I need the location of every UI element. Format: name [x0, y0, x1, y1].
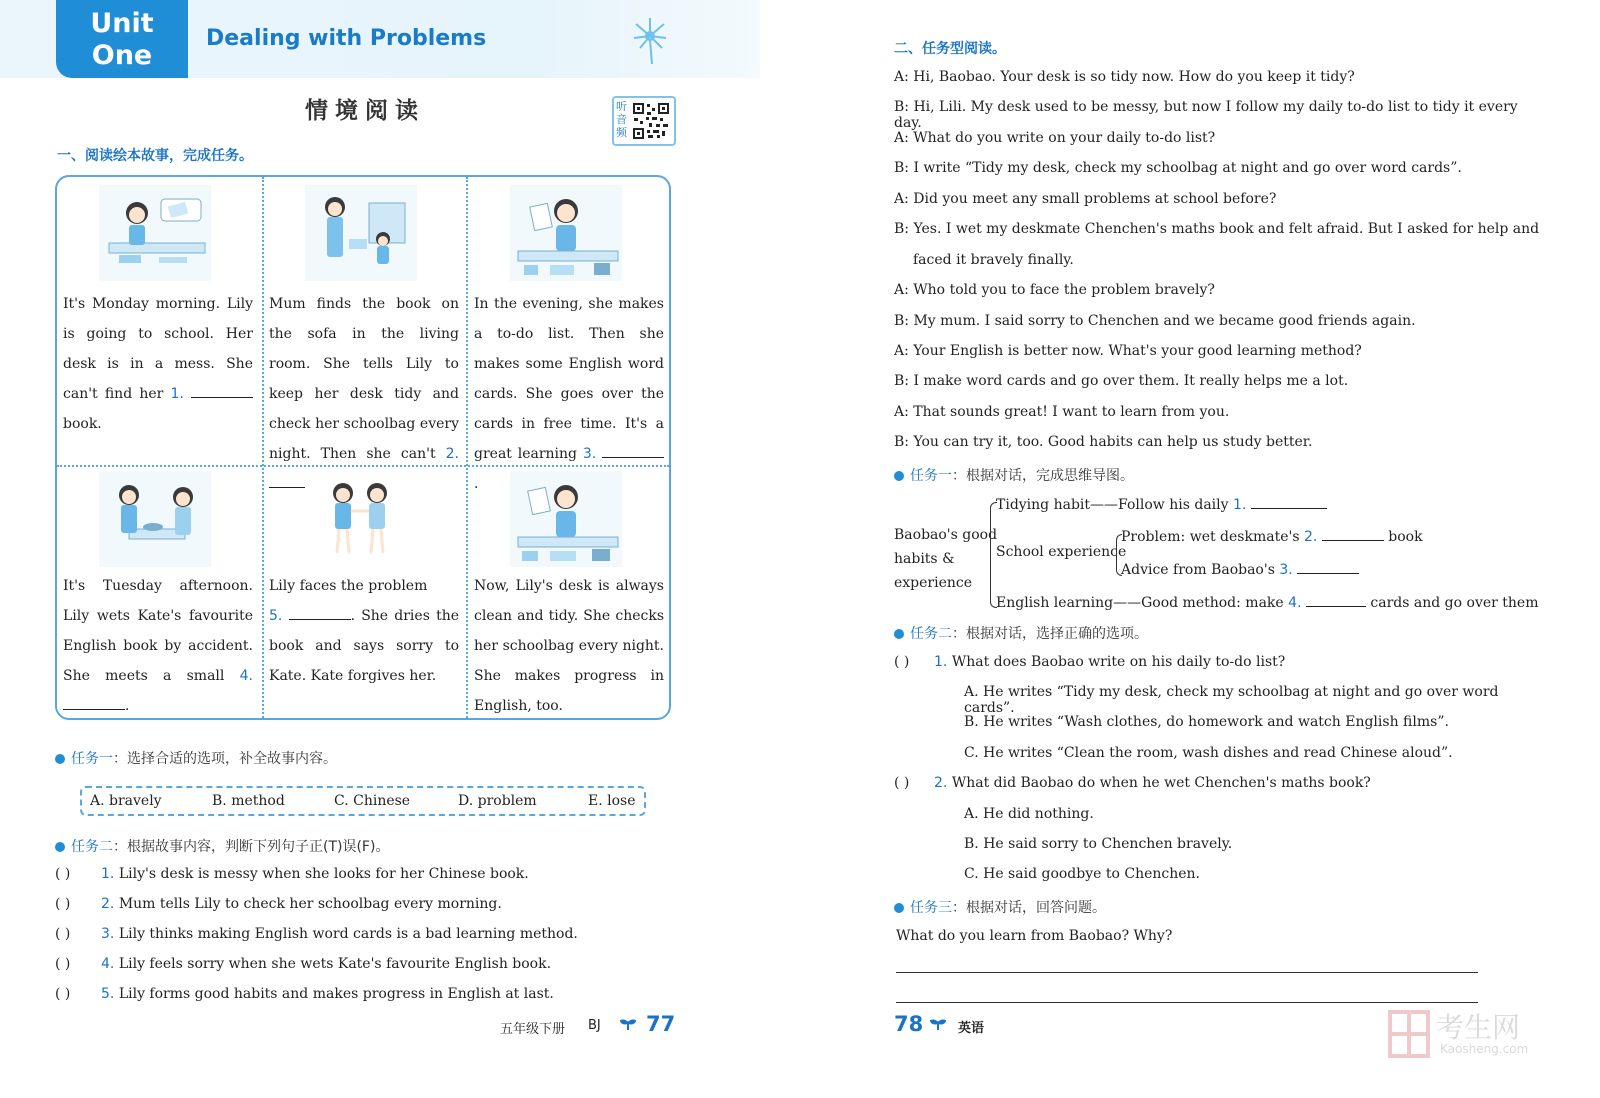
- branch-english: English learning——Good method: make 4. cards and go over them: [996, 592, 1538, 611]
- dialogue-line: B: Hi, Lili. My desk used to be messy, but now I follow my daily to-do list to tidy it every day.: [894, 99, 1518, 131]
- story-sentence: It's Monday morning. Lily is going to school. Her desk is in a mess. She can't find her: [63, 296, 253, 402]
- leaf-label: Good method: make: [1141, 595, 1289, 611]
- story-illustration: [510, 471, 622, 567]
- branch-label: Tidying habit: [996, 497, 1091, 513]
- story-sentence: Lily faces the problem: [269, 578, 428, 594]
- mc-option[interactable]: A. He writes “Tidy my desk, check my schoolbag at night and go over word cards”.: [964, 684, 1499, 716]
- blank-number: 3.: [1279, 562, 1293, 578]
- story-panel-3: [468, 177, 664, 492]
- answer-line[interactable]: [896, 972, 1478, 973]
- story-sentence-end: . She dries the book and says sorry to Kate. Kate forgives her.: [269, 608, 459, 684]
- story-illustration: [305, 471, 417, 567]
- task-instruction: ：根据对话，完成思维导图。: [952, 468, 1134, 484]
- task-name: 任务二: [910, 626, 952, 642]
- story-sentence: Now, Lily's desk is always clean and tidy. She checks her schoolbag every night. She makes progress in English, too.: [474, 578, 664, 714]
- mc-option[interactable]: C. He said goodbye to Chenchen.: [964, 866, 1201, 882]
- watermark-text: 考生网: [1436, 1011, 1521, 1044]
- answer-parens[interactable]: ( ): [55, 866, 71, 882]
- blank-number: 4.: [1288, 595, 1302, 611]
- task-name: 任务三: [910, 900, 952, 916]
- task-three-heading: [894, 897, 1106, 917]
- word-bank: [80, 786, 646, 816]
- leaf-label-end: cards and go over them: [1365, 595, 1539, 611]
- leaf-label: Advice from Baobao's: [1121, 562, 1280, 578]
- item-number: 1.: [101, 866, 115, 882]
- dialogue-line: A: Who told you to face the problem bravely?: [894, 282, 1215, 298]
- answer-blank[interactable]: [1322, 526, 1384, 541]
- answer-parens[interactable]: ( ): [55, 956, 71, 972]
- dialogue-line: B: My mum. I said sorry to Chenchen and we became good friends again.: [894, 313, 1416, 329]
- item-text: Lily forms good habits and makes progress in English at last.: [118, 986, 554, 1002]
- story-illustration: [305, 185, 417, 281]
- story-panel-2: [263, 177, 457, 465]
- bullet-icon: [55, 842, 65, 852]
- bullet-icon: [894, 903, 904, 913]
- task-one-heading: [894, 465, 1134, 485]
- task-instruction: ：根据对话，回答问题。: [952, 900, 1106, 916]
- dialogue-line: B: You can try it, too. Good habits can help us study better.: [894, 434, 1313, 450]
- task-instruction: ：根据故事内容，判断下列句子正(T)误(F)。: [113, 839, 390, 855]
- story-grid: [55, 175, 671, 720]
- sprout-icon: [930, 1017, 946, 1031]
- left-page: [0, 0, 760, 1098]
- sprout-icon: [620, 1017, 636, 1031]
- root-line: experience: [894, 575, 973, 591]
- story-sentence: It's Tuesday afternoon. Lily wets Kate's favourite English book by accident. She meets a small: [63, 578, 253, 684]
- item-number: 2.: [101, 896, 115, 912]
- blank-number: 4.: [239, 668, 253, 684]
- bullet-icon: [894, 629, 904, 639]
- answer-blank[interactable]: [602, 443, 664, 458]
- blank-number: 2.: [445, 446, 459, 462]
- unit-number: One: [91, 40, 153, 71]
- mc-option[interactable]: B. He writes “Wash clothes, do homework and watch English films”.: [964, 714, 1449, 730]
- answer-line[interactable]: [896, 1002, 1478, 1003]
- story-text: [63, 571, 253, 721]
- answer-blank[interactable]: [289, 605, 351, 620]
- tf-item-5[interactable]: [55, 986, 554, 1002]
- answer-blank[interactable]: [1306, 592, 1366, 607]
- reading-heading: 一、阅读绘本故事，完成任务。: [57, 148, 253, 164]
- option-a: A. bravely: [90, 793, 162, 809]
- mc-option[interactable]: C. He writes “Clean the room, wash dishes and read Chinese aloud”.: [964, 745, 1453, 761]
- mc-question-1: [894, 654, 1285, 670]
- answer-parens[interactable]: ( ): [894, 775, 910, 791]
- task-reading-heading: 二、任务型阅读。: [894, 41, 1006, 57]
- root-line: habits &: [894, 551, 955, 567]
- story-illustration: [99, 185, 211, 281]
- tf-item-2[interactable]: [55, 896, 502, 912]
- root-line: Baobao's good: [894, 527, 998, 543]
- mc-option[interactable]: A. He did nothing.: [964, 806, 1094, 822]
- story-text: [269, 571, 459, 691]
- task-name: 任务一: [71, 751, 113, 767]
- blank-number: 5.: [269, 608, 283, 624]
- blank-number: 2.: [1303, 529, 1318, 545]
- story-sentence-end: book.: [63, 416, 102, 432]
- story-panel-6: [468, 467, 662, 717]
- dialogue-line: A: What do you write on your daily to-do list?: [894, 130, 1216, 146]
- answer-blank[interactable]: [191, 383, 253, 398]
- dialogue-line: A: Your English is better now. What's your good learning method?: [894, 343, 1362, 359]
- page-number: 77: [646, 1012, 676, 1036]
- branch-label: English learning: [996, 595, 1114, 611]
- item-text: Lily thinks making English word cards is a bad learning method.: [118, 926, 578, 942]
- answer-parens[interactable]: ( ): [55, 926, 71, 942]
- unit-label: Unit: [90, 8, 154, 39]
- leaf-label: Follow his daily: [1118, 497, 1233, 513]
- answer-blank[interactable]: [1297, 559, 1359, 574]
- task-one-heading: [55, 748, 337, 768]
- qr-label: 听音频: [616, 100, 627, 139]
- answer-parens[interactable]: ( ): [894, 654, 910, 670]
- story-text: [474, 571, 664, 721]
- subject-label: 英语: [958, 1021, 985, 1036]
- right-page: [894, 0, 1540, 1098]
- answer-parens[interactable]: ( ): [55, 896, 71, 912]
- option-d: D. problem: [458, 793, 537, 809]
- grade-label: 五年级下册: [500, 1022, 566, 1037]
- mindmap-root: [894, 523, 997, 595]
- blank-number: 3.: [582, 446, 597, 462]
- leaf-problem: [1121, 526, 1423, 545]
- edition-label: BJ: [588, 1018, 601, 1033]
- answer-blank[interactable]: [63, 695, 125, 710]
- watermark-logo-icon: [1388, 1010, 1430, 1058]
- item-number: 5.: [101, 986, 115, 1002]
- mc-question-2: [894, 775, 1371, 791]
- option-c: C. Chinese: [334, 793, 411, 809]
- blank-number: 1.: [1232, 497, 1247, 513]
- dialogue-line: A: Hi, Baobao. Your desk is so tidy now. How do you keep it tidy?: [894, 69, 1355, 85]
- item-number: 4.: [101, 956, 115, 972]
- answer-parens[interactable]: ( ): [55, 986, 71, 1002]
- story-illustration: [510, 185, 622, 281]
- item-text: Mum tells Lily to check her schoolbag every morning.: [118, 896, 502, 912]
- item-text: Lily's desk is messy when she looks for her Chinese book.: [118, 866, 529, 882]
- task-two-heading: [894, 623, 1148, 643]
- mc-option[interactable]: B. He said sorry to Chenchen bravely.: [964, 836, 1233, 852]
- tf-item-1[interactable]: [55, 866, 529, 882]
- story-sentence: In the evening, she makes a to-do list. Then she makes some English word cards. She goes over the cards in free time. It's a great learning: [474, 296, 664, 462]
- story-panel-4: [57, 467, 251, 717]
- story-panel-1: [57, 177, 251, 465]
- answer-blank[interactable]: [1251, 494, 1327, 509]
- tf-item-3[interactable]: [55, 926, 578, 942]
- branch-tidying: Tidying habit——Follow his daily 1.: [996, 494, 1327, 513]
- task-instruction: ：根据对话，选择正确的选项。: [952, 626, 1148, 642]
- qr-code-icon: [632, 102, 670, 140]
- story-sentence-end: .: [474, 476, 479, 492]
- question-text: What does Baobao write on his daily to-do list?: [951, 654, 1286, 670]
- dialogue-line: A: That sounds great! I want to learn from you.: [894, 404, 1230, 420]
- leaf-label: Problem: wet deskmate's: [1121, 529, 1304, 545]
- watermark-url: Kaosheng.com: [1440, 1042, 1529, 1056]
- item-number: 1.: [934, 654, 948, 670]
- bullet-icon: [55, 754, 65, 764]
- story-illustration: [99, 471, 211, 567]
- story-sentence: Mum finds the book on the sofa in the living room. She tells Lily to keep her desk tidy and check her schoolbag every night. Then she can't: [269, 296, 459, 462]
- leaf-label-end: book: [1383, 529, 1423, 545]
- page-number: 78: [894, 1012, 924, 1036]
- open-question: What do you learn from Baobao? Why?: [896, 928, 1173, 944]
- task-name: 任务一: [910, 468, 952, 484]
- option-b: B. method: [212, 793, 285, 809]
- dialogue-line: A: Did you meet any small problems at school before?: [894, 191, 1277, 207]
- branch-school: School experience: [996, 544, 1127, 560]
- section-title: 情境阅读: [305, 98, 425, 124]
- question-text: What did Baobao do when he wet Chenchen's maths book?: [951, 775, 1371, 791]
- dialogue-line: faced it bravely finally.: [913, 252, 1074, 268]
- dialogue-line: B: Yes. I wet my deskmate Chenchen's maths book and felt afraid. But I asked for help and: [894, 221, 1540, 237]
- bullet-icon: [894, 471, 904, 481]
- item-number: 2.: [934, 775, 948, 791]
- dialogue-line: B: I write “Tidy my desk, check my schoolbag at night and go over word cards”.: [894, 160, 1462, 176]
- task-two-heading: [55, 836, 389, 856]
- item-text: Lily feels sorry when she wets Kate's favourite English book.: [118, 956, 552, 972]
- task-name: 任务二: [71, 839, 113, 855]
- task-instruction: ：选择合适的选项，补全故事内容。: [113, 751, 337, 767]
- blank-number: 1.: [170, 386, 184, 402]
- dandelion-icon: [628, 14, 672, 66]
- story-sentence-end: .: [125, 698, 130, 714]
- dialogue-line: B: I make word cards and go over them. It really helps me a lot.: [894, 373, 1349, 389]
- option-e: E. lose: [588, 793, 636, 809]
- unit-title: Dealing with Problems: [206, 26, 487, 51]
- tf-item-4[interactable]: [55, 956, 551, 972]
- unit-badge: [56, 0, 188, 78]
- audio-qr-code[interactable]: [612, 96, 676, 146]
- item-number: 3.: [101, 926, 115, 942]
- story-text: [63, 289, 253, 439]
- story-panel-5: [263, 467, 457, 717]
- leaf-advice: [1121, 559, 1359, 578]
